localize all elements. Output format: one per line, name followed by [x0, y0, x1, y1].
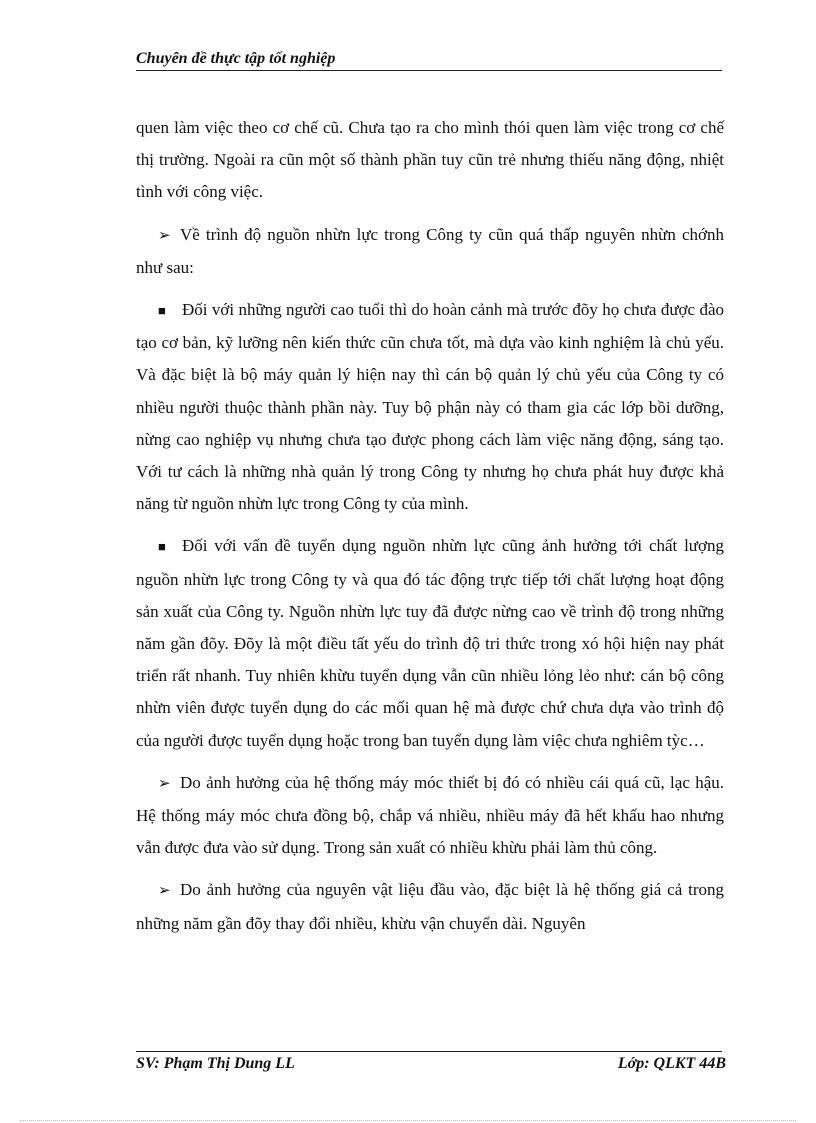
paragraph-3-text: Đối với những người cao tuổi thì do hoàn cảnh mà trước đõy họ chưa được đào tạo cơ bản, kỹ lưỡng nên kiến thức cũn chưa tốt, mà dựa vào kinh nghiệm là chủ yếu. Và đặc biệt là bộ máy quản lý hiện nay thì cán bộ quản lý chủ yếu của Công ty có nhiều người thuộc thành phần này. Tuy bộ phận này có tham gia các lớp bồi dưỡng, nừng cao nghiệp vụ nhưng chưa tạo được phong cách làm việc năng động, sáng tạo. Với tư cách là những nhà quản lý trong Công ty nhưng họ chưa phát huy được khả năng từ nguồn nhừn lực trong Công ty của mình. — [136, 300, 724, 514]
paragraph-5-text: Do ảnh hưởng của hệ thống máy móc thiết bị đó có nhiều cái quá cũ, lạc hậu. Hệ thống máy móc chưa đồng bộ, chắp vá nhiều, nhiều máy đã hết khấu hao nhưng vẫn được đưa vào sử dụng. Trong sản xuất có nhiều khừu phải làm thủ công. — [136, 772, 724, 858]
square-bullet-icon: ■ — [158, 303, 166, 319]
footer-divider — [136, 1051, 722, 1052]
paragraph-4 — [136, 530, 724, 756]
page-footer — [136, 1055, 726, 1073]
paragraph-2-text: Về trình độ nguồn nhừn lực trong Công ty cũn quá thấp nguyên nhừn chớnh như sau: — [136, 224, 724, 277]
arrow-bullet-icon: ➢ — [158, 775, 171, 792]
paragraph-6-text: Do ảnh hưởng của nguyên vật liệu đầu vào, đặc biệt là hệ thống giá cả trong những năm gần đõy thay đổi nhiều, khừu vận chuyển dài. Nguyên — [136, 880, 724, 933]
paragraph-1 — [136, 112, 724, 209]
square-bullet-icon: ■ — [158, 539, 166, 555]
footer-class: Lớp: QLKT 44B — [617, 1055, 726, 1072]
document-body — [136, 112, 724, 950]
arrow-bullet-icon: ➢ — [158, 227, 171, 244]
footer-student: SV: Phạm Thị Dung LL — [136, 1055, 295, 1072]
paragraph-1-text: quen làm việc theo cơ chế cũ. Chưa tạo ra cho mình thói quen làm việc trong cơ chế thị trường. Ngoài ra cũn một số thành phần tuy cũn trẻ nhưng thiếu năng động, nhiệt tình với công việc. — [136, 118, 724, 202]
paragraph-3 — [136, 294, 724, 520]
page-edge-divider — [20, 1120, 796, 1121]
paragraph-6 — [136, 874, 724, 939]
paragraph-4-text: Đối với vấn đề tuyển dụng nguồn nhừn lực cũng ảnh hưởng tới chất lượng nguồn nhừn lực trong Công ty và qua đó tác động trực tiếp tới chất lượng hoạt động sản xuất của Công ty. Nguồn nhừn lực tuy đã được nừng cao về trình độ trong những năm gần đõy. Đõy là một điều tất yếu do trình độ tri thức trong xó hội hiện nay phát triển rất nhanh. Tuy nhiên khừu tuyển dụng vẫn cũn nhiều lỏng lẻo như: cán bộ công nhừn viên được tuyển dụng do các mối quan hệ mà được chứ chưa dựa vào trình độ của người được tuyển dụng hoặc trong ban tuyển dụng làm việc chưa nghiêm tỳc… — [136, 536, 724, 750]
page-header — [136, 50, 722, 71]
arrow-bullet-icon: ➢ — [158, 883, 171, 900]
paragraph-5 — [136, 767, 724, 865]
paragraph-2 — [136, 219, 724, 284]
header-title: Chuyên đề thực tập tốt nghiệp — [136, 50, 336, 67]
